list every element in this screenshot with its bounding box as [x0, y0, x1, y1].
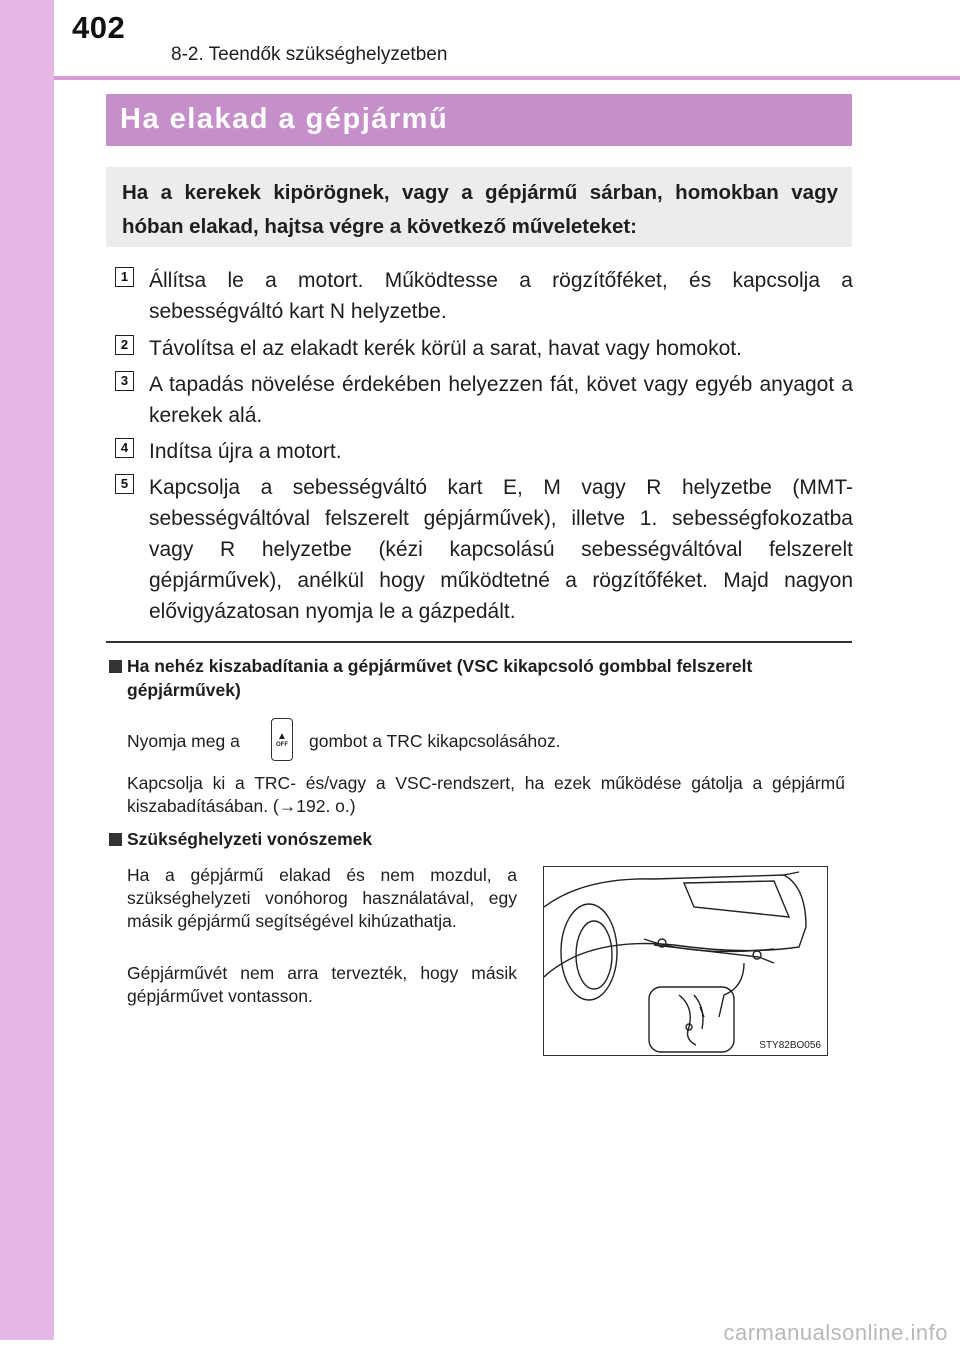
note-title-towing: Szükséghelyzeti vonószemek	[127, 829, 373, 849]
vsc-note-text: Kapcsolja ki a TRC- és/vagy a VSC-rendszert, ha ezek működése gátolja a gépjármű kiszabadításában. (→192. o.)	[127, 773, 845, 816]
press-text-before: Nyomja meg a	[127, 731, 240, 751]
watermark: carmanualsonline.info	[723, 1320, 948, 1345]
section-heading: 8-2. Teendők szükséghelyzetben	[171, 44, 448, 65]
side-tab	[0, 0, 54, 1340]
vsc-off-switch-icon	[271, 718, 293, 761]
car-skid-icon: ▲	[277, 731, 287, 742]
divider	[106, 641, 852, 643]
step-number: 4	[115, 438, 134, 458]
step-number: 5	[115, 474, 134, 494]
press-text-after: gombot a TRC kikapcsolásához.	[309, 731, 561, 751]
towing-eyelet-illustration	[543, 866, 828, 1056]
figure-code: STY82BO056	[759, 1040, 821, 1051]
note-title-vsc: Ha nehéz kiszabadítania a gépjárművet (VSC kikapcsoló gombbal felszerelt gépjárművek)	[127, 656, 753, 700]
towing-text-1: Ha a gépjármű elakad és nem mozdul, a szükséghelyzeti vonóhorog használatával, egy másik gépjármű segítségével kihúzathatja.	[127, 865, 517, 931]
step-text: Kapcsolja a sebességváltó kart E, M vagy R helyzetbe (MMT-sebességváltóval felszerelt gépjárművek), illetve 1. sebességfokozatba vagy R helyzetbe (kézi kapcsolású sebességváltóval felszerelt gépjárművek), anélkül hogy működtetné a rögzítőféket. Majd nagyon elővigyázatosan nyomja le a gázpedált.	[149, 476, 853, 623]
step-text: A tapadás növelése érdekében helyezzen fát, követ vagy egyéb anyagot a kerekek alá.	[149, 373, 853, 427]
bullet-square	[109, 660, 122, 673]
page-title: Ha elakad a gépjármű	[120, 103, 449, 135]
off-label: OFF	[276, 742, 288, 748]
step-text: Indítsa újra a motort.	[149, 440, 342, 463]
step-number: 1	[115, 267, 134, 287]
step-number: 3	[115, 371, 134, 391]
page-number: 402	[72, 10, 126, 45]
step-text: Állítsa le a motort. Működtesse a rögzítőféket, és kapcsolja a sebességváltó kart N helyzetbe.	[149, 269, 853, 323]
intro-text: Ha a kerekek kipörögnek, vagy a gépjármű sárban, homokban vagy hóban elakad, hajtsa végre a következő műveleteket:	[122, 181, 838, 238]
title-bar	[106, 94, 852, 146]
header-rule	[54, 76, 960, 80]
vehicle-underside-drawing	[544, 867, 828, 1056]
towing-text-2: Gépjárművét nem arra tervezték, hogy másik gépjárművet vontasson.	[127, 963, 517, 1006]
step-text: Távolítsa el az elakadt kerék körül a sarat, havat vagy homokot.	[149, 337, 742, 360]
intro-box	[106, 167, 852, 247]
step-number: 2	[115, 335, 134, 355]
bullet-square	[109, 833, 122, 846]
